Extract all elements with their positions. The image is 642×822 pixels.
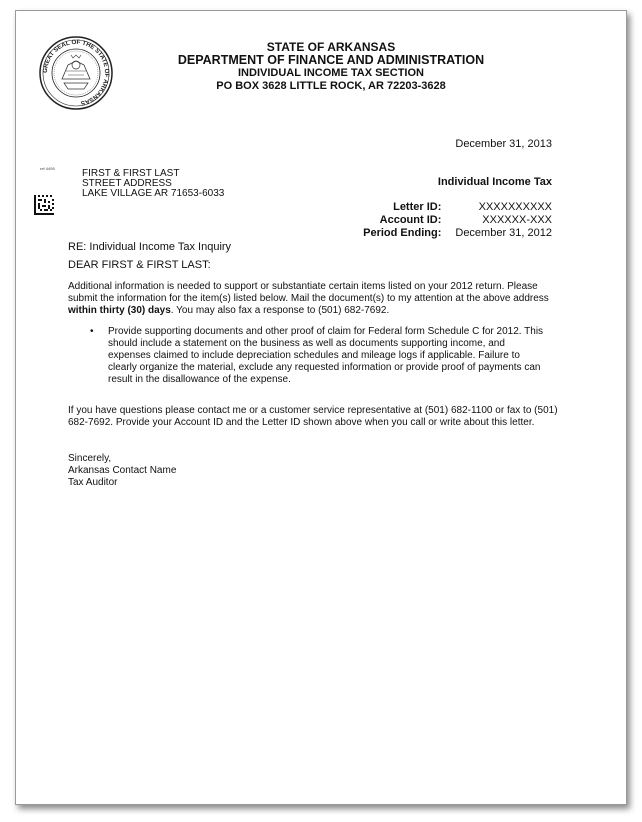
signer-name: Arkansas Contact Name — [68, 465, 177, 476]
letterhead-section: INDIVIDUAL INCOME TAX SECTION — [238, 67, 424, 79]
body-paragraph-1 — [68, 281, 558, 317]
seal-ring-text: GREAT SEAL OF THE STATE OF ARKANSAS — [41, 38, 111, 107]
reference-code: ref 4495 — [40, 166, 55, 171]
period-ending-value: December 31, 2012 — [455, 227, 552, 239]
letter-date: December 31, 2013 — [455, 138, 552, 150]
letter-page — [15, 10, 627, 805]
letter-identifiers — [363, 201, 552, 240]
address-city: LAKE VILLAGE AR 71653-6033 — [82, 188, 225, 199]
letterhead — [136, 41, 526, 93]
signer-title: Tax Auditor — [68, 477, 118, 488]
letterhead-address: PO BOX 3628 LITTLE ROCK, AR 72203-3628 — [216, 80, 446, 92]
para1-text-a: Additional information is needed to support or substantiate certain items listed on your 2012 return. Please submit the information for the item(s) listed below. Mail the document(s) to my attention at the above address — [68, 281, 549, 304]
address-name: FIRST & FIRST LAST — [82, 168, 180, 179]
recipient-address — [82, 169, 224, 199]
account-id-label: Account ID: — [379, 214, 442, 226]
barcode-icon — [34, 195, 54, 215]
body-paragraph-2: If you have questions please contact me or a customer service representative at (501) 682-1100 or fax to (501) 682-7692. Provide your Account ID and the Letter ID shown above when you call or write about this letter. — [68, 405, 558, 428]
address-street: STREET ADDRESS — [82, 178, 172, 189]
letterhead-state: STATE OF ARKANSAS — [266, 40, 396, 54]
para1-text-b: . You may also fax a response to (501) 682-7692. — [170, 305, 390, 316]
closing: Sincerely, — [68, 453, 112, 464]
account-id-value: XXXXXX-XXX — [482, 214, 552, 226]
letterhead-department: DEPARTMENT OF FINANCE AND ADMINISTRATION — [177, 53, 485, 67]
state-seal-icon — [38, 35, 114, 111]
letter-id-label: Letter ID: — [393, 201, 442, 213]
signature-block — [68, 453, 176, 489]
subject-line: RE: Individual Income Tax Inquiry — [68, 241, 232, 253]
salutation: DEAR FIRST & FIRST LAST: — [68, 259, 211, 271]
para1-deadline: within thirty (30) days — [68, 305, 171, 316]
bullet-glyph: • — [90, 326, 94, 337]
letter-id-value: XXXXXXXXXX — [478, 201, 552, 213]
period-ending-label: Period Ending: — [363, 227, 442, 239]
tax-type: Individual Income Tax — [437, 176, 552, 188]
bullet-item: Provide supporting documents and other proof of claim for Federal form Schedule C for 2012. This should include a statement on the business as well as documents supporting income, and expenses claimed to include depreciation schedules and mileage logs if applicable. Failure to clearly organize the material, exclude any requested information or provide proof of payments can result in the disallowance of the expense. — [108, 326, 544, 385]
